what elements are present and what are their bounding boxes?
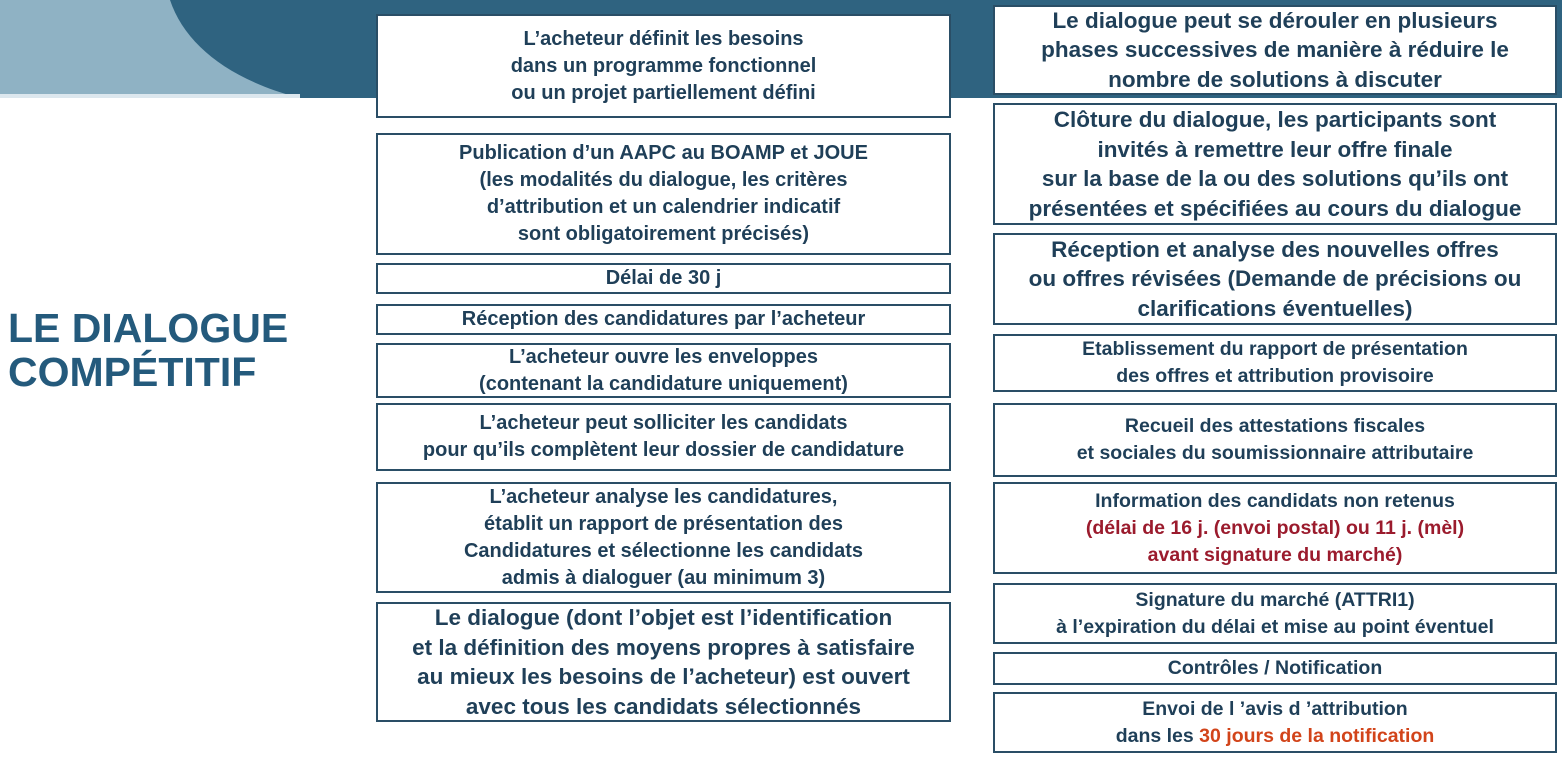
step-attestations — [993, 403, 1557, 477]
step-line: L’acheteur analyse les candidatures, — [489, 485, 838, 508]
step-line: présentées et spécifiées au cours du dialogue — [1028, 195, 1522, 221]
step-line: et sociales du soumissionnaire attributaire — [1076, 442, 1474, 464]
step-successive-phases — [993, 5, 1557, 95]
step-reception-candidatures — [376, 304, 951, 335]
step-line: ou offres révisées (Demande de précisions ou — [1028, 266, 1522, 292]
step-line: ou un projet partiellement défini — [511, 81, 816, 104]
step-line: Signature du marché (ATTRI1) — [1135, 588, 1415, 611]
step-award-notice — [993, 692, 1557, 753]
step-line: phases successives de manière à réduire le — [1041, 37, 1509, 63]
step-dialogue-closure — [993, 103, 1557, 225]
step-define-needs — [376, 14, 951, 118]
step-line: (contenant la candidature uniquement) — [479, 372, 848, 395]
title-line-1: LE DIALOGUE — [8, 305, 289, 351]
step-report-attribution — [993, 334, 1557, 392]
step-line: Délai de 30 j — [605, 267, 722, 289]
step-solicit-candidates — [376, 403, 951, 471]
step-line: Clôture du dialogue, les participants sont — [1053, 107, 1497, 132]
step-line: invités à remettre leur offre finale — [1097, 136, 1453, 162]
step-line: Information des candidats non retenus — [1095, 489, 1455, 512]
step-publication — [376, 133, 951, 255]
step-line: L’acheteur peut solliciter les candidats — [479, 412, 848, 434]
step-line: Envoi de l ’avis d ’attribution — [1142, 697, 1408, 720]
step-line-mixed — [1116, 723, 1435, 750]
step-line: sur la base de la ou des solutions qu’ils ont — [1041, 166, 1509, 191]
deadline-text: (délai de 16 j. (envoi postal) ou 11 j. (mèl) — [1085, 516, 1465, 539]
step-line: Réception et analyse des nouvelles offres — [1051, 236, 1499, 262]
step-line: L’acheteur ouvre les enveloppes — [508, 345, 818, 368]
step-line: établit un rapport de présentation des — [484, 512, 843, 535]
step-line: Recueil des attestations fiscales — [1124, 415, 1426, 437]
step-line: clarifications éventuelles) — [1137, 295, 1413, 321]
title-line-2: COMPÉTITIF — [8, 349, 257, 395]
step-line: d’attribution et un calendrier indicatif — [486, 196, 841, 218]
step-prefix: dans les — [1115, 724, 1200, 747]
step-signature — [993, 583, 1557, 644]
step-line: dans un programme fonctionnel — [510, 54, 817, 77]
step-line: Contrôles / Notification — [1167, 657, 1383, 679]
step-inform-rejected — [993, 482, 1557, 574]
step-line: L’acheteur définit les besoins — [523, 27, 804, 50]
step-line: pour qu’ils complètent leur dossier de candidature — [422, 439, 905, 461]
notification-deadline: 30 jours de la notification — [1199, 724, 1435, 747]
deadline-text: avant signature du marché) — [1147, 543, 1403, 566]
step-line: nombre de solutions à discuter — [1108, 66, 1442, 92]
step-line: Réception des candidatures par l’acheteur — [461, 308, 866, 330]
step-line: et la définition des moyens propres à satisfaire — [412, 634, 915, 660]
step-open-envelopes — [376, 343, 951, 398]
step-line: Candidatures et sélectionne les candidats — [463, 539, 863, 562]
step-line: (les modalités du dialogue, les critères — [479, 169, 848, 191]
step-line: au mieux les besoins de l’acheteur) est ouvert — [417, 664, 910, 689]
step-line: des offres et attribution provisoire — [1116, 365, 1434, 387]
page-title — [8, 306, 348, 394]
step-dialogue-open — [376, 602, 951, 722]
step-delay — [376, 263, 951, 294]
step-line: Publication d’un AAPC au BOAMP et JOUE — [459, 142, 868, 164]
step-line: Etablissement du rapport de présentation — [1082, 338, 1468, 360]
step-line: admis à dialoguer (au minimum 3) — [501, 566, 826, 589]
step-controls-notification — [993, 652, 1557, 685]
step-line: Le dialogue peut se dérouler en plusieurs — [1052, 7, 1498, 33]
step-analyse-offers — [993, 233, 1557, 325]
step-analyse-candidatures — [376, 482, 951, 593]
step-line: avec tous les candidats sélectionnés — [465, 693, 862, 719]
step-line: sont obligatoirement précisés) — [517, 223, 810, 245]
step-line: à l’expiration du délai et mise au point éventuel — [1056, 615, 1494, 638]
step-line: Le dialogue (dont l’objet est l’identification — [434, 605, 893, 630]
